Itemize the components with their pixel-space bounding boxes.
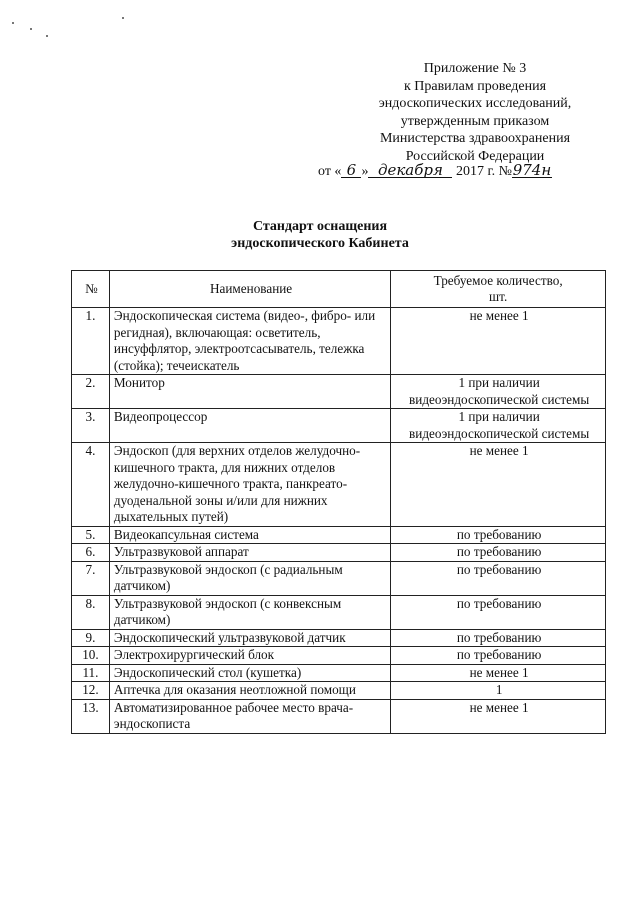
- row-quantity: не менее 1: [391, 664, 606, 682]
- row-quantity: по требованию: [391, 647, 606, 665]
- document-title: [0, 218, 640, 252]
- row-number: 5.: [72, 526, 110, 544]
- table-header-row: [72, 271, 606, 308]
- handwritten-order-number: 974н: [512, 161, 552, 179]
- row-name: Монитор: [109, 375, 390, 409]
- header-num: №: [72, 271, 110, 308]
- row-quantity: не менее 1: [391, 443, 606, 527]
- header-line: утвержденным приказом: [400, 113, 550, 129]
- row-name: Эндоскопический ультразвуковой датчик: [109, 629, 390, 647]
- handwritten-day: 6: [341, 163, 361, 178]
- row-quantity: по требованию: [391, 544, 606, 562]
- row-name: Видеопроцессор: [109, 409, 390, 443]
- row-number: 13.: [72, 699, 110, 733]
- row-name: Видеокапсульная система: [109, 526, 390, 544]
- table-row: [72, 682, 606, 700]
- title-line-2: эндоскопического Кабинета: [231, 236, 409, 251]
- row-quantity: по требованию: [391, 595, 606, 629]
- row-number: 9.: [72, 629, 110, 647]
- row-quantity: 1 при наличии видеоэндоскопической системы: [391, 375, 606, 409]
- header-line: Министерства здравоохранения: [379, 131, 571, 146]
- date-year: 2017 г. №: [455, 164, 512, 179]
- table-row: [72, 647, 606, 665]
- row-name: Ультразвуковой эндоскоп (с конвексным датчиком): [109, 595, 390, 629]
- row-number: 3.: [72, 409, 110, 443]
- row-quantity: по требованию: [391, 629, 606, 647]
- header-line: Приложение № 3: [423, 61, 527, 76]
- row-name: Аптечка для оказания неотложной помощи: [109, 682, 390, 700]
- appendix-header: [300, 60, 610, 165]
- row-number: 10.: [72, 647, 110, 665]
- table-row: [72, 561, 606, 595]
- row-number: 11.: [72, 664, 110, 682]
- scan-mark: [122, 17, 124, 19]
- row-number: 2.: [72, 375, 110, 409]
- row-quantity: не менее 1: [391, 308, 606, 375]
- row-number: 8.: [72, 595, 110, 629]
- row-quantity: по требованию: [391, 526, 606, 544]
- header-line: к Правилам проведения: [403, 78, 547, 94]
- row-name: Электрохирургический блок: [109, 647, 390, 665]
- table-row: [72, 375, 606, 409]
- table-row: [72, 443, 606, 527]
- row-name: Эндоскоп (для верхних отделов желудочно-кишечного тракта, для нижних отделов желудочно-кишечного тракта, панкреато-дуоденальной зоны и/или для нижних дыхательных путей): [109, 443, 390, 527]
- table-row: [72, 629, 606, 647]
- header-line: Российской Федерации: [405, 148, 545, 164]
- date-prefix: от «: [318, 164, 342, 179]
- title-line-1: Стандарт оснащения: [252, 219, 388, 234]
- row-name: Эндоскопический стол (кушетка): [109, 664, 390, 682]
- row-number: 7.: [72, 561, 110, 595]
- scan-mark: [30, 28, 32, 30]
- row-number: 4.: [72, 443, 110, 527]
- table-row: [72, 699, 606, 733]
- table-row: [72, 664, 606, 682]
- row-quantity: по требованию: [391, 561, 606, 595]
- table-row: [72, 308, 606, 375]
- table-row: [72, 409, 606, 443]
- row-name: Автоматизированное рабочее место врача-эндоскописта: [109, 699, 390, 733]
- row-number: 6.: [72, 544, 110, 562]
- scan-mark: [12, 22, 14, 24]
- row-number: 12.: [72, 682, 110, 700]
- row-name: Эндоскопическая система (видео-, фибро- или регидная), включающая: осветитель, инсуффлятор, электроотсасыватель, тележка (стойка); течеискатель: [109, 308, 390, 375]
- table-row: [72, 544, 606, 562]
- row-name: Ультразвуковой эндоскоп (с радиальным датчиком): [109, 561, 390, 595]
- scan-mark: [46, 35, 48, 37]
- equipment-table: [71, 270, 606, 734]
- handwritten-month: декабря: [368, 163, 452, 178]
- order-date-line: [318, 163, 552, 180]
- row-quantity: не менее 1: [391, 699, 606, 733]
- row-name: Ультразвуковой аппарат: [109, 544, 390, 562]
- table-row: [72, 595, 606, 629]
- row-quantity: 1: [391, 682, 606, 700]
- header-qty: Требуемое количество, шт.: [391, 271, 606, 308]
- header-line: эндоскопических исследований,: [378, 96, 572, 111]
- table-row: [72, 526, 606, 544]
- row-quantity: 1 при наличии видеоэндоскопической системы: [391, 409, 606, 443]
- row-number: 1.: [72, 308, 110, 375]
- date-mid: »: [361, 164, 369, 179]
- header-name: Наименование: [109, 271, 390, 308]
